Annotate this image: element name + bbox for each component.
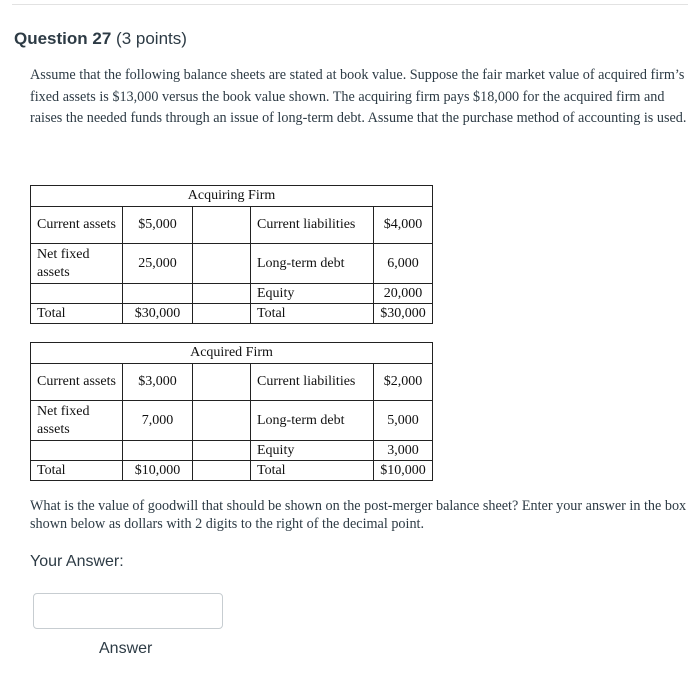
question-prompt: What is the value of goodwill that should be shown on the post-merger balance sheet? Enter your answer in the box shown below as dollars with 2 digits to the right of the decimal point. [30, 498, 687, 532]
row-label-right: Equity [251, 284, 374, 304]
row-value-right: 3,000 [374, 441, 433, 461]
table-caption: Acquired Firm [31, 343, 433, 364]
spacer-cell [193, 461, 251, 481]
row-value-left [123, 441, 193, 461]
row-label-right: Long-term debt [251, 244, 374, 284]
spacer-cell [193, 441, 251, 461]
row-value-left: $3,000 [123, 364, 193, 401]
spacer-cell [193, 364, 251, 401]
row-label-right: Current liabilities [251, 364, 374, 401]
question-points: (3 points) [116, 29, 187, 48]
spacer-cell [193, 401, 251, 441]
row-value-left [123, 284, 193, 304]
row-label-right: Long-term debt [251, 401, 374, 441]
spacer-cell [193, 284, 251, 304]
row-label-left: Net fixed assets [31, 244, 123, 284]
row-value-left: $10,000 [123, 461, 193, 481]
row-label-right: Equity [251, 441, 374, 461]
table-caption: Acquiring Firm [31, 186, 433, 207]
spacer-cell [193, 304, 251, 324]
your-answer-label: Your Answer: [30, 553, 124, 570]
acquired-firm-balance-sheet [30, 342, 433, 481]
answer-input[interactable] [33, 593, 223, 629]
spacer-cell [193, 244, 251, 284]
row-value-right: $10,000 [374, 461, 433, 481]
row-label-left: Total [31, 304, 123, 324]
row-value-right: $4,000 [374, 207, 433, 244]
row-label-left [31, 284, 123, 304]
row-label-left: Total [31, 461, 123, 481]
row-value-right: $2,000 [374, 364, 433, 401]
row-label-left: Net fixed assets [31, 401, 123, 441]
row-label-left: Current assets [31, 207, 123, 244]
row-label-left: Current assets [31, 364, 123, 401]
row-label-right: Total [251, 461, 374, 481]
row-value-right: 5,000 [374, 401, 433, 441]
acquiring-firm-balance-sheet [30, 185, 433, 324]
row-label-right: Total [251, 304, 374, 324]
question-intro: Assume that the following balance sheets are stated at book value. Suppose the fair market value of acquired firm’s fixed assets is $13,000 versus the book value shown. The acquiring firm pays $18,000 for the acquired firm and raises the needed funds through an issue of long-term debt. Assume that the purchase method of accounting is used. [30, 67, 687, 126]
row-label-right: Current liabilities [251, 207, 374, 244]
row-value-left: 25,000 [123, 244, 193, 284]
row-label-left [31, 441, 123, 461]
row-value-right: $30,000 [374, 304, 433, 324]
top-divider [12, 4, 688, 5]
question-number: Question 27 [14, 29, 112, 48]
spacer-cell [193, 207, 251, 244]
question-title [14, 29, 187, 49]
row-value-left: $30,000 [123, 304, 193, 324]
row-value-right: 20,000 [374, 284, 433, 304]
row-value-left: $5,000 [123, 207, 193, 244]
row-value-left: 7,000 [123, 401, 193, 441]
answer-input-label: Answer [99, 640, 153, 657]
row-value-right: 6,000 [374, 244, 433, 284]
